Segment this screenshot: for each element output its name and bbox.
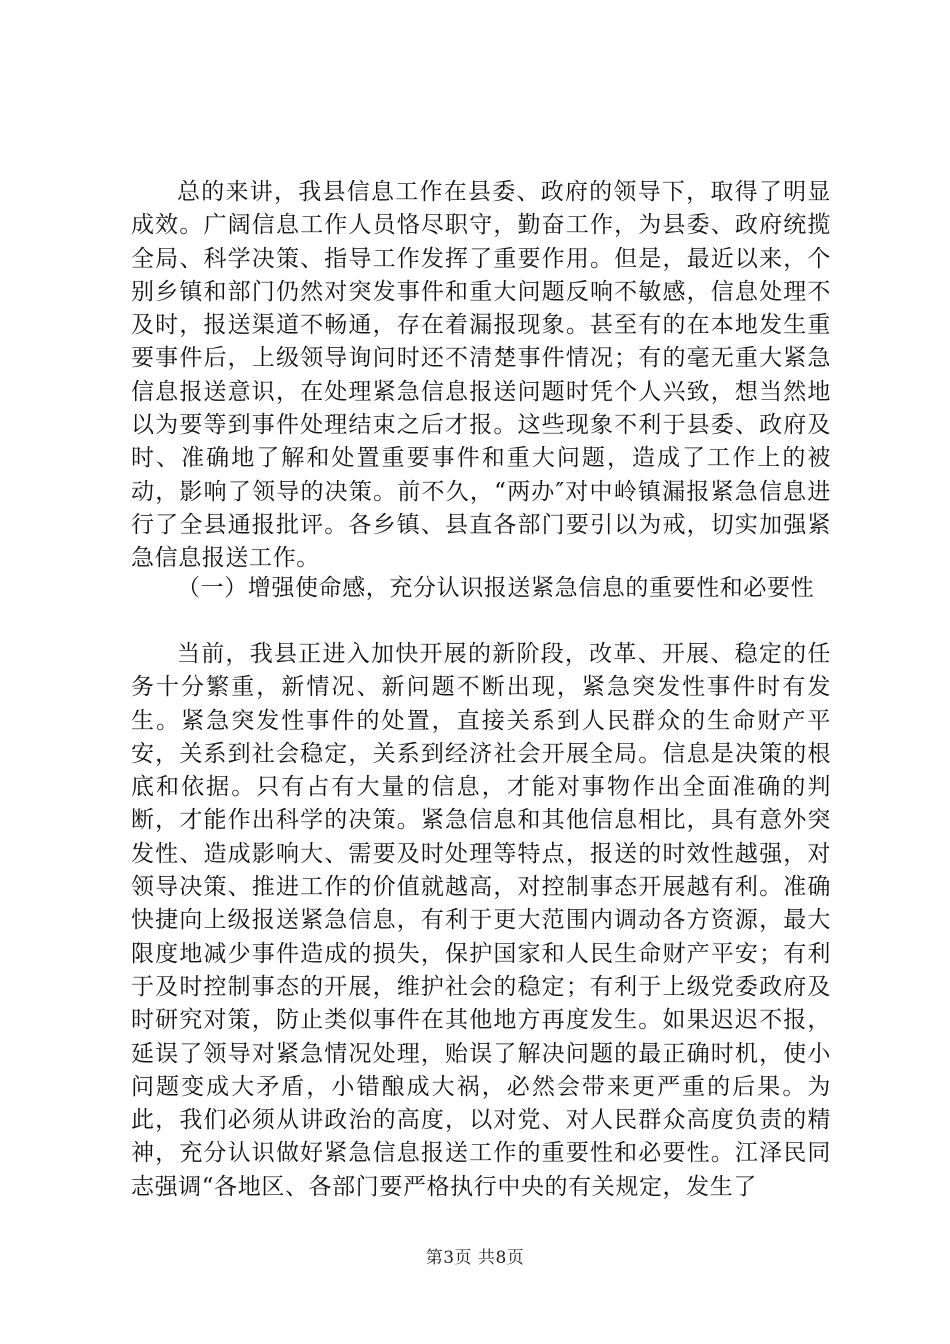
body-paragraph: 当前，我县正进入加快开展的新阶段，改革、开展、稳定的任务十分繁重，新情况、新问题不断出现，紧急突发性事件时有发生。紧急突发性事件的处置，直接关系到人民群众的生命财产平安，关系到社会稳定，关系到经济社会开展全局。信息是决策的根底和依据。只有占有大量的信息，才能对事物作出全面准确的判断，才能作出科学的决策。紧急信息和其他信息相比，具有意外突发性、造成影响大、需要及时处理等特点，报送的时效性越强，对领导决策、推进工作的价值就越高，对控制事态开展越有利。准确快捷向上级报送紧急信息，有利于更大范围内调动各方资源，最大限度地减少事件造成的损失，保护国家和人民生命财产平安；有利于及时控制事态的开展，维护社会的稳定；有利于上级党委政府及时研究对策，防止类似事件在其他地方再度发生。如果迟迟不报，延误了领导对紧急情况处理，贻误了解决问题的最正确时机，使小问题变成大矛盾，小错酿成大祸，必然会带来更严重的后果。为此，我们必须从讲政治的高度，以对党、对人民群众高度负责的精神，充分认识做好紧急信息报送工作的重要性和必要性。江泽民同志强调“各地区、各部门要严格执行中央的有关规定，发生了 [131,641,831,1200]
body-paragraph: 总的来讲，我县信息工作在县委、政府的领导下，取得了明显成效。广阔信息工作人员恪尽职守，勤奋工作，为县委、政府统揽全局、科学决策、指导工作发挥了重要作用。但是，最近以来，个别乡镇和部门仍然对突发事件和重大问题反响不敏感，信息处理不及时，报送渠道不畅通，存在着漏报现象。甚至有的在本地发生重要事件后，上级领导询问时还不清楚事件情况；有的毫无重大紧急信息报送意识，在处理紧急信息报送问题时凭个人兴致，想当然地以为要等到事件处理结束之后才报。这些现象不利于县委、政府及时、准确地了解和处置重要事件和重大问题，造成了工作上的被动，影响了领导的决策。前不久，“两办″对中岭镇漏报紧急信息进行了全县通报批评。各乡镇、县直各部门要引以为戒，切实加强紧急信息报送工作。 [131,179,831,572]
section-heading: （一）增强使命感，充分认识报送紧急信息的重要性和必要性 [177,575,815,601]
page-footer: 第3页 共8页 [425,1248,525,1268]
